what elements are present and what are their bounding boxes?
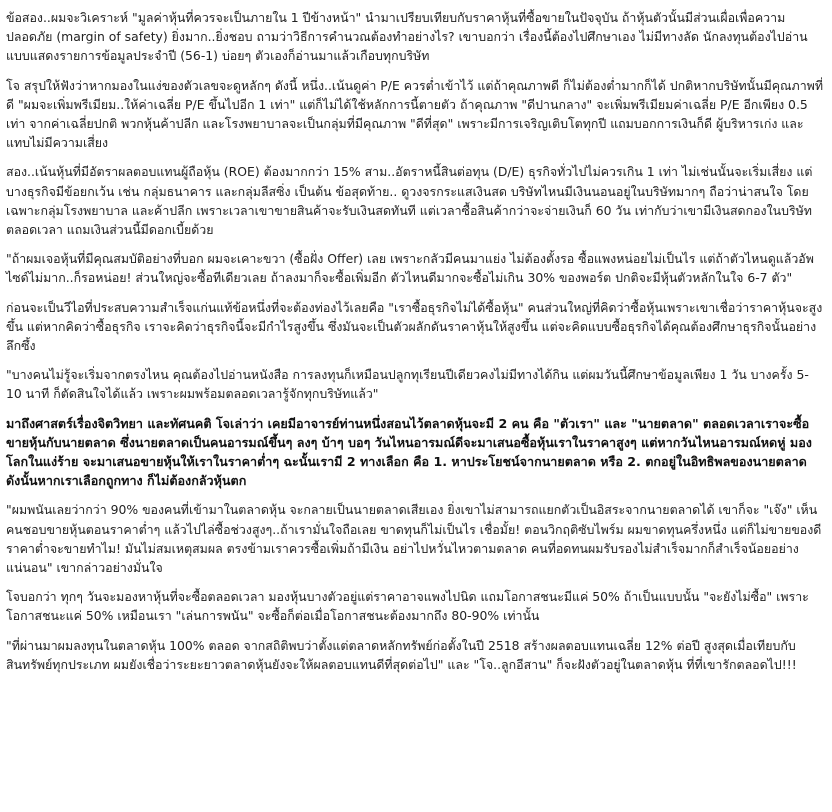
paragraph-winning-odds: โจบอกว่า ทุกๆ วันจะมองหาหุ้นที่จะซื้อตลอดเวลา มองหุ้นบางตัวอยู่แต่ราคาอาจแพงไปนิด แถมโอกาสชนะมีแค่ 50% ถ้าเป็นแบบนั้น "จะยังไม่ซื้อ" เพราะโอกาสชนะแค่ 50% เหมือนเรา "เล่นการพนัน" จะซื้อก็ต่อเมื่อโอกาสชนะต้องมากถึง 80-90% เท่านั้น: [6, 589, 809, 624]
paragraph-mr-market: มาถึงศาสตร์เรื่องจิตวิทยา และทัศนคติ โจเล่าว่า เคยมีอาจารย์ท่านหนึ่งสอนไว้ตลาดหุ้นจะมี 2 คน คือ "ตัวเรา" และ "นายตลาด" ตลอดเวลาเราจะซื้อขายหุ้นกับนายตลาด ซึ่งนายตลาดเป็นคนอารมณ์ขึ้นๆ ลงๆ บ้าๆ บอๆ วันไหนอารมณ์ดีจะมาเสนอซื้อหุ้นเราในราคาสูงๆ แต่หากวันไหนอารมณ์หดหู่ มองโลกในแง่ร้าย จะมาเสนอขายหุ้นให้เราในราคาต่ำๆ ฉะนั้นเรามี 2 ทางเลือก คือ 1. หาประโยชน์จากนายตลาด หรือ 2. ตกอยู่ในอิทธิพลของนายตลาด ดังนั้นหากเราเลือกถูกทาง ก็ไม่ต้องกลัวหุ้นตก: [6, 415, 812, 489]
paragraph-margin-of-safety: ข้อสอง..ผมจะวิเคราะห์ "มูลค่าหุ้นที่ควรจะเป็นภายใน 1 ปีข้างหน้า" นำมาเปรียบเทียบกับราคาหุ้นที่ซื้อขายในปัจจุบัน ถ้าหุ้นตัวนั้นมีส่วนเผื่อเพื่อความปลอดภัย (margin of safety) ยิ่งมาก..ยิ่งชอบ ถามว่าวิธีการคำนวณต้องทำอย่างไร? เขาบอกว่า เรื่องนี้ต้องไปศึกษาเอง ไม่มีทางลัด นักลงทุนต้องไปอ่านแบบแสดงรายการข้อมูลประจำปี (56-1) บ่อยๆ ตัวเองก็อ่านมาแล้วเกือบทุกบริษัท: [6, 10, 808, 64]
paragraph-closing-quote: "ที่ผ่านมาผมลงทุนในตลาดหุ้น 100% ตลอด จากสถิติพบว่าตั้งแต่ตลาดหลักทรัพย์ก่อตั้งในปี 2518 สร้างผลตอบแทนเฉลี่ย 12% ต่อปี สูงสุดเมื่อเทียบกับสินทรัพย์ทุกประเภท ผมยังเชื่อว่าระยะยาวตลาดหุ้นยังจะให้ผลตอบแทนดีที่สุดต่อไป" และ "โจ..ลูกอีสาน" ก็จะฝังตัวอยู่ในตลาดหุ้น ที่ที่เขารักตลอดไป!!!: [6, 637, 797, 672]
paragraph-buying-quote: "ถ้าผมเจอหุ้นที่มีคุณสมบัติอย่างที่บอก ผมจะเคาะขวา (ซื้อฝั่ง Offer) เลย เพราะกลัวมีคนมาแย่ง ไม่ต้องตั้งรอ ซื้อแพงหน่อยไม่เป็นไร แต่ถ้าตัวไหนดูแล้วอัพไซด์ไม่มาก..ก็รอหน่อย! ส่วนใหญ่จะซื้อทีเดียวเลย ถ้าลงมาก็จะซื้อเพิ่มอีก ตัวไหนดีมากจะซื้อไม่เกิน 30% ของพอร์ต ปกติจะมีหุ้นตัวหลักในใจ 6-7 ตัว": [6, 251, 814, 286]
paragraph-study-quote: "บางคนไม่รู้จะเริ่มจากตรงไหน คุณต้องไปอ่านหนังสือ การลงทุนก็เหมือนปลูกทุเรียนปีเดียวคงไม่มีทางได้กิน แต่ผมวันนี้ศึกษาข้อมูลเพียง 1 วัน บางครั้ง 5-10 นาที ก็ตัดสินใจได้แล้ว เพราะผมพร้อมตลอดเวลารู้จักทุกบริษัทแล้ว": [6, 367, 809, 402]
paragraph-roe-de-cashflow: สอง..เน้นหุ้นที่มีอัตราผลตอบแทนผู้ถือหุ้น (ROE) ต้องมากกว่า 15% สาม..อัตราหนี้สินต่อทุน (D/E) ธุรกิจทั่วไปไม่ควรเกิน 1 เท่า ไม่เช่นนั้นจะเริ่มเสี่ยง แต่บางธุรกิจมีข้อยกเว้น เช่น กลุ่มธนาคาร และกลุ่มลีสซิ่ง เป็นต้น ข้อสุดท้าย.. ดูวงจรกระแสเงินสด บริษัทไหนมีเงินนอนอยู่ในบริษัทมากๆ ถือว่าน่าสนใจ โดยเฉพาะกลุ่มโรงพยาบาล และค้าปลีก เพราะเวลาเขาขายสินค้าจะรับเงินสดทันที แต่เวลาซื้อสินค้ากว่าจะจ่ายเงินก็ 60 วัน เท่ากับว่าเขามีเงินสดกองในบริษัทตลอดเวลา แถมเงินส่วนนี้มีดอกเบี้ยด้วย: [6, 164, 813, 238]
paragraph-pe-ratio: โจ สรุปให้ฟังว่าหากมองในแง่ของตัวเลขจะดูหลักๆ ดังนี้ หนึ่ง..เน้นดูค่า P/E ควรต่ำเข้าไว้ แต่ถ้าคุณภาพดี ก็ไม่ต้องต่ำมากก็ได้ ปกติหากบริษัทนั้นมีคุณภาพที่ดี "ผมจะเพิ่มพรีเมียม..ให้ค่าเฉลี่ย P/E ขึ้นไปอีก 1 เท่า" แต่ก็ไม่ได้ใช้หลักการนี้ตายตัว ถ้าคุณภาพ "ดีปานกลาง" จะเพิ่มพรีเมียมค่าเฉลี่ย P/E อีกเพียง 0.5 เท่า จากค่าเฉลี่ยปกติ พวกหุ้นค้าปลีก และโรงพยาบาลจะเป็นกลุ่มที่มีคุณภาพ "ดีที่สุด" เพราะมีการเจริญเติบโตทุกปี แถมบอกการเงินก็ดี ผู้บริหารเก่ง และแทบไม่มีความเสี่ยง: [6, 77, 824, 151]
paragraph-90-percent-quote: "ผมพนันเลยว่ากว่า 90% ของคนที่เข้ามาในตลาดหุ้น จะกลายเป็นนายตลาดเสียเอง ยิ่งเขาไม่สามารถแยกตัวเป็นอิสระจากนายตลาดได้ เขาก็จะ "เจ๊ง" เห็นคนชอบขายหุ้นตอนราคาต่ำๆ แล้วไปไล่ซื้อช่วงสูงๆ..ถ้าเรามั่นใจถือเลย ขาดทุนก็ไม่เป็นไร เชื่อมั้ย! ตอนวิกฤติซับไพร์ม ผมขาดทุนครึ่งหนึ่ง แต่ก็ไม่ขายของดีราคาต่ำจะขายทำไม! มันไม่สมเหตุสมผล ตรงข้ามเราควรซื้อเพิ่มถ้ามีเงิน อย่าไปหวั่นไหวตามตลาด คนที่อดทนผมรับรองไม่สำเร็จมากก็สำเร็จน้อยอย่างแน่นอน" เขากล่าวอย่างมั่นใจ: [6, 502, 822, 576]
paragraph-buy-business: ก่อนจะเป็นวีไอที่ประสบความสำเร็จแก่นแท้ข้อหนึ่งที่จะต้องท่องไว้เลยคือ "เราซื้อธุรกิจไม่ได้ซื้อหุ้น" คนส่วนใหญ่ที่คิดว่าซื้อหุ้นเพราะเขาเชื่อว่าราคาหุ้นจะสูงขึ้น แต่หากคิดว่าซื้อธุรกิจ เราจะคิดว่าธุรกิจนี้จะมีกำไรสูงขึ้น ซึ่งมันจะเป็นตัวผลักดันราคาหุ้นให้สูงขึ้น แต่จะคิดแบบซื้อธุรกิจได้คุณต้องศึกษาธุรกิจนั้นอย่างลึกซึ้ง: [6, 299, 823, 354]
